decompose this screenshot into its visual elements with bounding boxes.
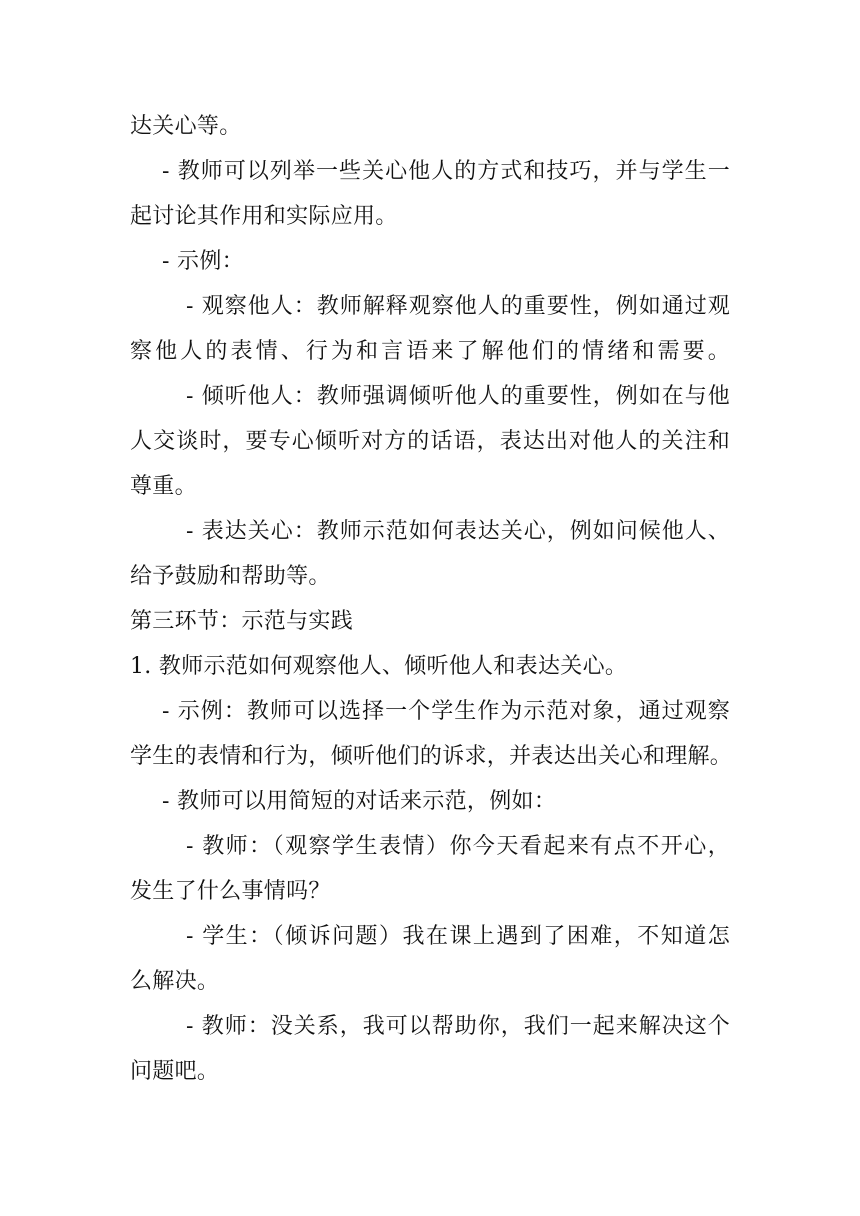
text-line: - 教师可以列举一些关心他人的方式和技巧，并与学生一 xyxy=(162,159,730,184)
text-line: - 示例： xyxy=(162,249,244,274)
dialogue-line: 问题吧。 xyxy=(130,1059,220,1084)
dialogue-line: - 学生：（倾诉问题）我在课上遇到了困难，不知道怎 xyxy=(186,924,730,949)
text-line: - 倾听他人：教师强调倾听他人的重要性，例如在与他 xyxy=(186,384,730,409)
text-line: 学生的表情和行为，倾听他们的诉求，并表达出关心和理解。 xyxy=(130,744,733,769)
text-line: 察他人的表情、行为和言语来了解他们的情绪和需要。 xyxy=(130,339,730,364)
text-line: - 示例：教师可以选择一个学生作为示范对象，通过观察 xyxy=(162,699,730,724)
dialogue-line: - 教师：（观察学生表情）你今天看起来有点不开心， xyxy=(186,834,730,859)
text-line: - 表达关心：教师示范如何表达关心，例如问候他人、 xyxy=(186,519,730,544)
text-line: - 观察他人：教师解释观察他人的重要性，例如通过观 xyxy=(186,294,730,319)
dialogue-line: - 教师：没关系，我可以帮助你，我们一起来解决这个 xyxy=(186,1014,730,1039)
text-line: 人交谈时，要专心倾听对方的话语，表达出对他人的关注和 xyxy=(130,429,730,454)
text-line: 给予鼓励和帮助等。 xyxy=(130,564,331,589)
numbered-item: 1. 教师示范如何观察他人、倾听他人和表达关心。 xyxy=(130,654,628,679)
text-line: 尊重。 xyxy=(130,474,197,499)
dialogue-line: 发生了什么事情吗？ xyxy=(130,879,331,904)
text-line: 起讨论其作用和实际应用。 xyxy=(130,204,398,229)
text-line: 达关心等。 xyxy=(130,114,242,139)
section-heading: 第三环节：示范与实践 xyxy=(130,609,354,634)
text-line: - 教师可以用简短的对话来示范，例如： xyxy=(162,789,557,814)
dialogue-line: 么解决。 xyxy=(130,969,220,994)
